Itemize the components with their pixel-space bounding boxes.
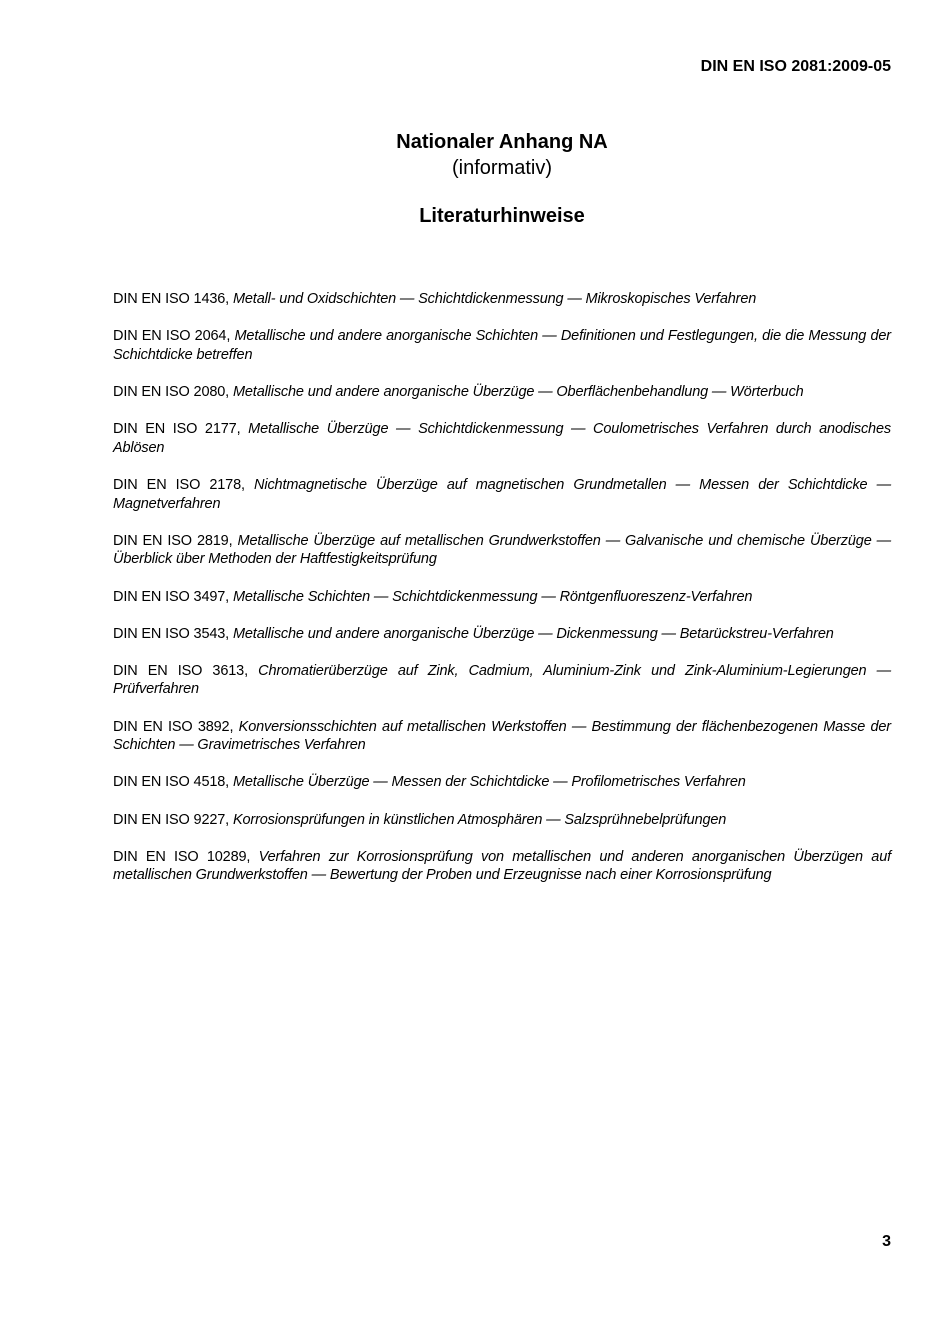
reference-id: DIN EN ISO 1436, [113,291,230,307]
reference-title: Korrosionsprüfungen in künstlichen Atmosphären — Salzsprühnebelprüfungen [232,811,727,828]
reference-title: Metallische Überzüge — Schichtdickenmessung — Coulometrisches Verfahren durch anodisches Ablösen [113,421,891,456]
reference-item [113,532,891,569]
reference-id: DIN EN ISO 2178, [113,476,245,493]
reference-item [113,848,891,885]
reference-id: DIN EN ISO 2819, [113,532,233,549]
reference-id: DIN EN ISO 9227, [113,811,230,828]
reference-item [113,383,891,402]
annex-subtitle: (informativ) [451,157,552,179]
reference-id: DIN EN ISO 4518, [113,774,230,791]
reference-id: DIN EN ISO 2080, [113,383,230,400]
reference-id: DIN EN ISO 10289, [113,848,251,865]
reference-title: Nichtmagnetische Überzüge auf magnetischen Grundmetallen — Messen der Schichtdicke — Magnetverfahren [113,476,891,512]
reference-list [113,290,891,904]
reference-id: DIN EN ISO 2064, [113,328,231,345]
reference-id: DIN EN ISO 2177, [113,421,241,438]
reference-item [113,420,891,457]
reference-item [113,773,891,792]
reference-title: Verfahren zur Korrosionsprüfung von metallischen und anderen anorganischen Überzügen auf metallischen Grundwerkstoffen — Bewertung der Proben und Erzeugnisse nach einer Korrosionsprüfung [113,848,891,884]
reference-item [113,811,891,830]
reference-title: Metallische und andere anorganische Überzüge — Oberflächenbehandlung — Wörterbuch [232,383,804,400]
reference-id: DIN EN ISO 3543, [113,625,230,642]
reference-title: Metallische und andere anorganische Schichten — Definitionen und Festlegungen, die die Messung der Schichtdicke betreffen [113,328,891,363]
reference-title: Metallische Überzüge — Messen der Schichtdicke — Profilometrisches Verfahren [232,774,746,791]
reference-title: Metallische Überzüge auf metallischen Grundwerkstoffen — Galvanische und chemische Überzüge — Überblick über Methoden der Haftfestigkeitsprüfung [113,532,891,568]
reference-item [113,588,891,607]
reference-item [113,290,891,309]
reference-title: Konversionsschichten auf metallischen Werkstoffen — Bestimmung der flächenbezogenen Masse der Schichten — Gravimetrisches Verfahren [113,718,891,754]
section-heading: Literaturhinweise [419,205,585,227]
document-id-header: DIN EN ISO 2081:2009-05 [700,58,891,75]
reference-item [113,718,891,755]
reference-item [113,662,891,699]
reference-title: Metall- und Oxidschichten — Schichtdickenmessung — Mikroskopisches Verfahren [232,291,757,307]
reference-title: Chromatierüberzüge auf Zink, Cadmium, Aluminium-Zink und Zink-Aluminium-Legierungen — Prüfverfahren [113,662,891,698]
reference-item [113,476,891,513]
reference-id: DIN EN ISO 3892, [113,718,234,735]
reference-title: Metallische und andere anorganische Überzüge — Dickenmessung — Betarückstreu-Verfahren [232,625,834,642]
reference-id: DIN EN ISO 3497, [113,588,230,605]
reference-id: DIN EN ISO 3613, [113,662,248,679]
reference-item [113,625,891,644]
page-number: 3 [882,1233,891,1250]
reference-title: Metallische Schichten — Schichtdickenmessung — Röntgenfluoreszenz-Verfahren [232,588,753,605]
annex-title: Nationaler Anhang NA [396,131,608,153]
reference-item [113,327,891,364]
